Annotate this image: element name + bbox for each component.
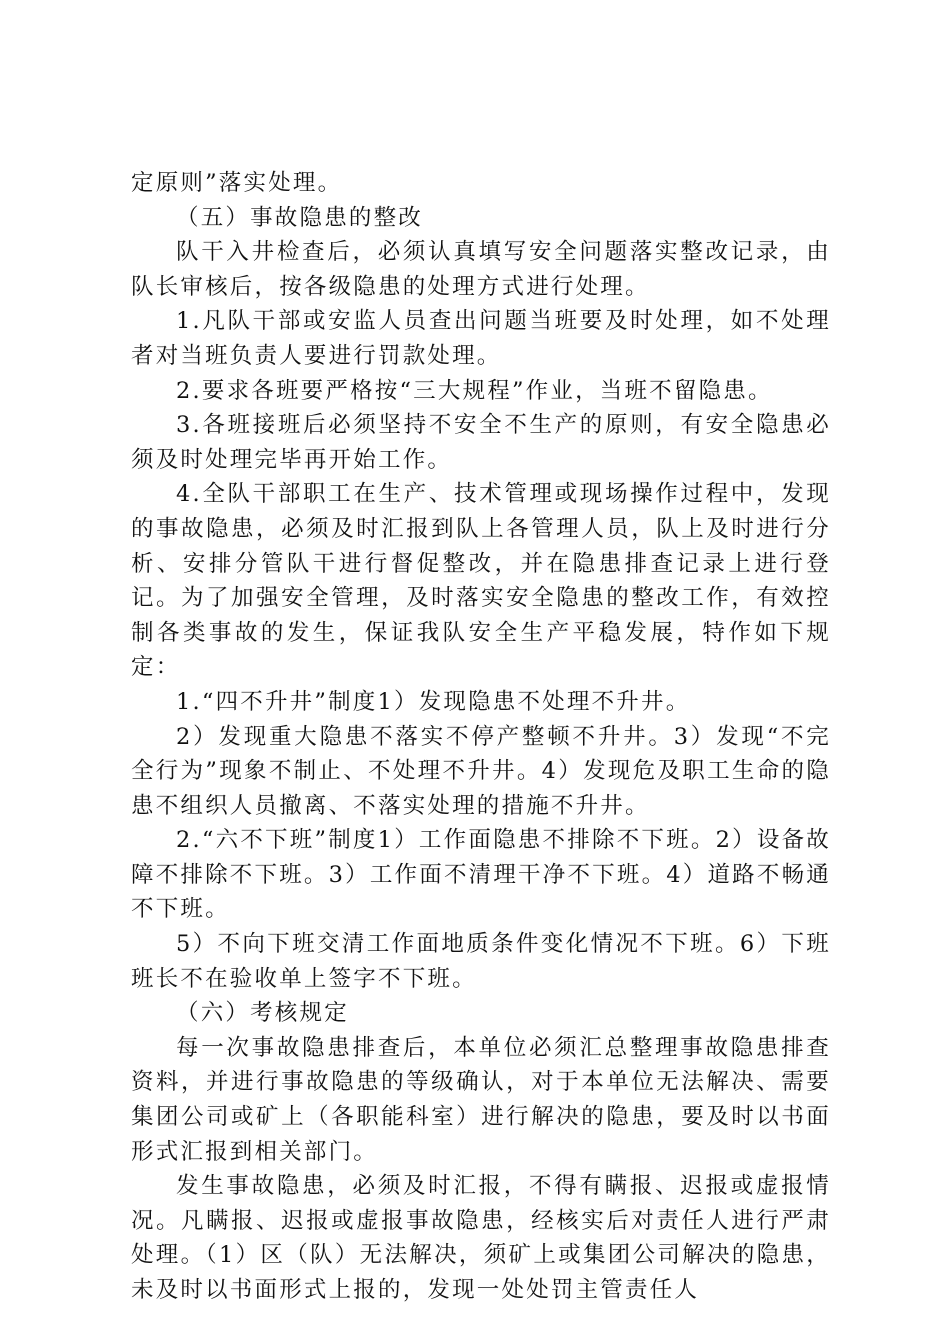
paragraph: 队干入井检查后，必须认真填写安全问题落实整改记录，由队长审核后，按各级隐患的处理方式进行处理。 <box>131 239 831 300</box>
paragraph: 2.“六不下班”制度1）工作面隐患不排除不下班。2）设备故障不排除不下班。3）工作面不清理干净不下班。4）道路不畅通不下班。 <box>131 827 831 923</box>
paragraph: 3.各班接班后必须坚持不安全不生产的原则，有安全隐患必须及时处理完毕再开始工作。 <box>131 412 831 473</box>
paragraph: 2.要求各班要严格按“三大规程”作业，当班不留隐患。 <box>176 377 773 404</box>
document-body <box>131 166 831 1308</box>
paragraph: 1.“四不升井”制度1）发现隐患不处理不升井。 <box>176 688 691 715</box>
paragraph: 发生事故隐患，必须及时汇报，不得有瞒报、迟报或虚报情况。凡瞒报、迟报或虚报事故隐患，经核实后对责任人进行严肃处理。（1）区（队）无法解决，须矿上或集团公司解决的隐患，未及时以书面形式上报的，发现一处处罚主管责任人 <box>131 1173 831 1303</box>
paragraph: 2）发现重大隐患不落实不停产整顿不升井。3）发现“不完全行为”现象不制止、不处理不升井。4）发现危及职工生命的隐患不组织人员撤离、不落实处理的措施不升井。 <box>131 723 831 819</box>
section-heading-assessment: （六）考核规定 <box>176 1000 349 1027</box>
paragraph: 5）不向下班交清工作面地质条件变化情况不下班。6）下班班长不在验收单上签字不下班。 <box>131 931 831 992</box>
section-heading-rectification: （五）事故隐患的整改 <box>176 204 424 231</box>
paragraph: 1.凡队干部或安监人员查出问题当班要及时处理，如不处理者对当班负责人要进行罚款处理。 <box>131 308 831 369</box>
paragraph-continuation: 定原则”落实处理。 <box>131 170 343 196</box>
paragraph: 每一次事故隐患排查后，本单位必须汇总整理事故隐患排查资料，并进行事故隐患的等级确认，对于本单位无法解决、需要集团公司或矿上（各职能科室）进行解决的隐患，要及时以书面形式汇报到相关部门。 <box>131 1034 831 1165</box>
paragraph: 4.全队干部职工在生产、技术管理或现场操作过程中，发现的事故隐患，必须及时汇报到队上各管理人员，队上及时进行分析、安排分管队干进行督促整改，并在隐患排查记录上进行登记。为了加强安全管理，及时落实安全隐患的整改工作，有效控制各类事故的发生，保证我队安全生产平稳发展，特作如下规定： <box>131 481 831 681</box>
